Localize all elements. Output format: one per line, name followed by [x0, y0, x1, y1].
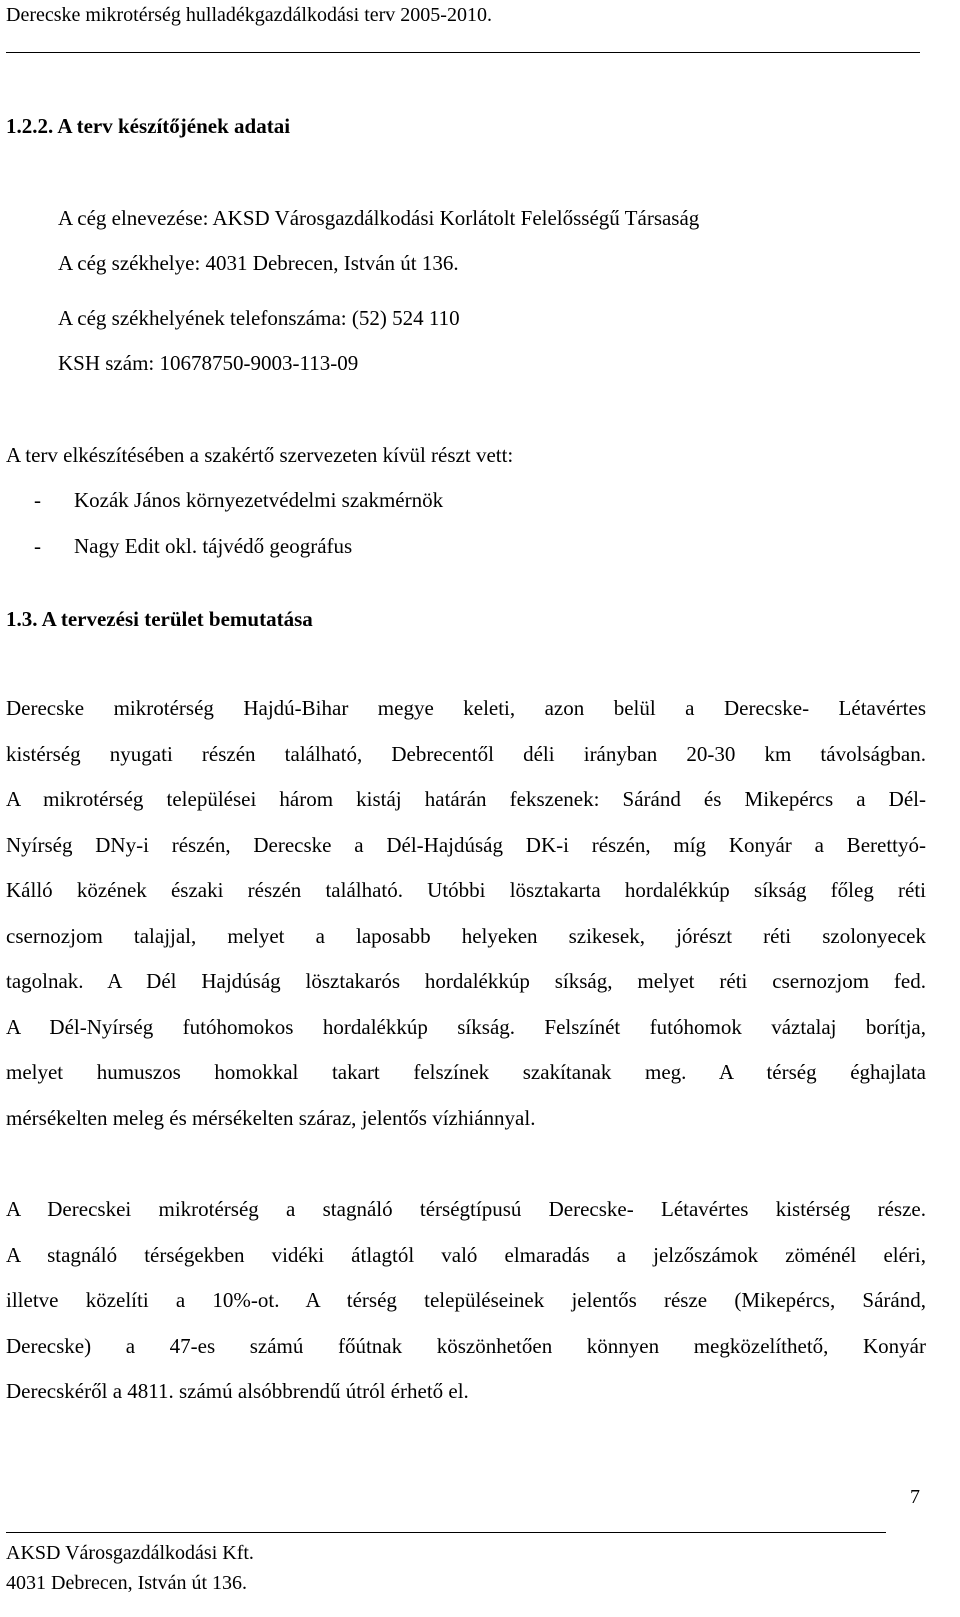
participant-text: Nagy Edit okl. tájvédő geográfus [74, 534, 353, 558]
ksh-number-line: KSH szám: 10678750-9003-113-09 [58, 351, 359, 375]
list-dash: - [34, 534, 41, 558]
company-seat-line: A cég székhelye: 4031 Debrecen, István út 136. [58, 251, 459, 275]
section-heading-1-2-2: 1.2.2. A terv készítőjének adatai [6, 114, 291, 138]
paragraph-line: mérsékelten meleg és mérsékelten száraz, jelentős vízhiánnyal. [6, 1105, 536, 1130]
paragraph-line: Derecskéről a 4811. számú alsóbbrendű útról érhető el. [6, 1379, 469, 1403]
paragraph-line: A stagnáló térségekben vidéki átlagtól való elmaradás a jelzőszámok zöménél eléri, [6, 1242, 926, 1267]
paragraph-line: tagolnak. A Dél Hajdúság lösztakarós hordalékkúp síkság, melyet réti csernozjom fed. [6, 969, 926, 993]
paragraph-line: kistérség nyugati részén található, Debrecentől déli irányban 20-30 km távolságban. [6, 741, 926, 766]
paragraph-line: Kálló közének északi részén található. Utóbbi lösztakarta hordalékkúp síkság főleg réti [6, 878, 926, 902]
region-type-paragraph [6, 1187, 926, 1415]
footer-address: 4031 Debrecen, István út 136. [6, 1572, 248, 1594]
participant-item [34, 487, 443, 513]
participant-text: Kozák János környezetvédelmi szakmérnök [74, 488, 444, 512]
page-header-title: Derecske mikrotérség hulladékgazdálkodási terv 2005-2010. [6, 4, 492, 26]
page-number: 7 [910, 1486, 920, 1508]
paragraph-line: A Dél-Nyírség futóhomokos hordalékkúp síkság. Felszínét futóhomok váztalaj borítja, [6, 1014, 926, 1039]
paragraph-line: csernozjom talajjal, melyet a laposabb helyeken szikesek, jórészt réti szolonyecek [6, 923, 926, 948]
area-description-paragraph [6, 686, 926, 1141]
section-heading-1-3: 1.3. A tervezési terület bemutatása [6, 607, 313, 631]
paragraph-line: A Derecskei mikrotérség a stagnáló térségtípusú Derecske- Létavértes kistérség része. [6, 1197, 926, 1221]
company-name-line: A cég elnevezése: AKSD Városgazdálkodási Korlátolt Felelősségű Társaság [58, 206, 700, 230]
header-divider [6, 52, 920, 53]
company-phone-line: A cég székhelyének telefonszáma: (52) 524 110 [58, 306, 460, 330]
participant-item [34, 533, 352, 559]
paragraph-line: Derecske) a 47-es számú főútnak köszönhetően könnyen megközelíthető, Konyár [6, 1333, 926, 1358]
paragraph-line: melyet humuszos homokkal takart felszínek szakítanak meg. A térség éghajlata [6, 1060, 926, 1084]
paragraph-line: A mikrotérség települései három kistáj határán fekszenek: Sáránd és Mikepércs a Dél- [6, 787, 926, 811]
paragraph-line: Derecske mikrotérség Hajdú-Bihar megye keleti, azon belül a Derecske- Létavértes [6, 696, 926, 720]
paragraph-line: Nyírség DNy-i részén, Derecske a Dél-Hajdúság DK-i részén, míg Konyár a Berettyó- [6, 832, 926, 857]
paragraph-line: illetve közelíti a 10%-ot. A térség településeinek jelentős része (Mikepércs, Sáránd, [6, 1288, 926, 1312]
footer-divider [6, 1532, 886, 1533]
list-dash: - [34, 488, 41, 512]
participants-intro: A terv elkészítésében a szakértő szervezeten kívül részt vett: [6, 443, 514, 467]
footer-company: AKSD Városgazdálkodási Kft. [6, 1542, 254, 1564]
